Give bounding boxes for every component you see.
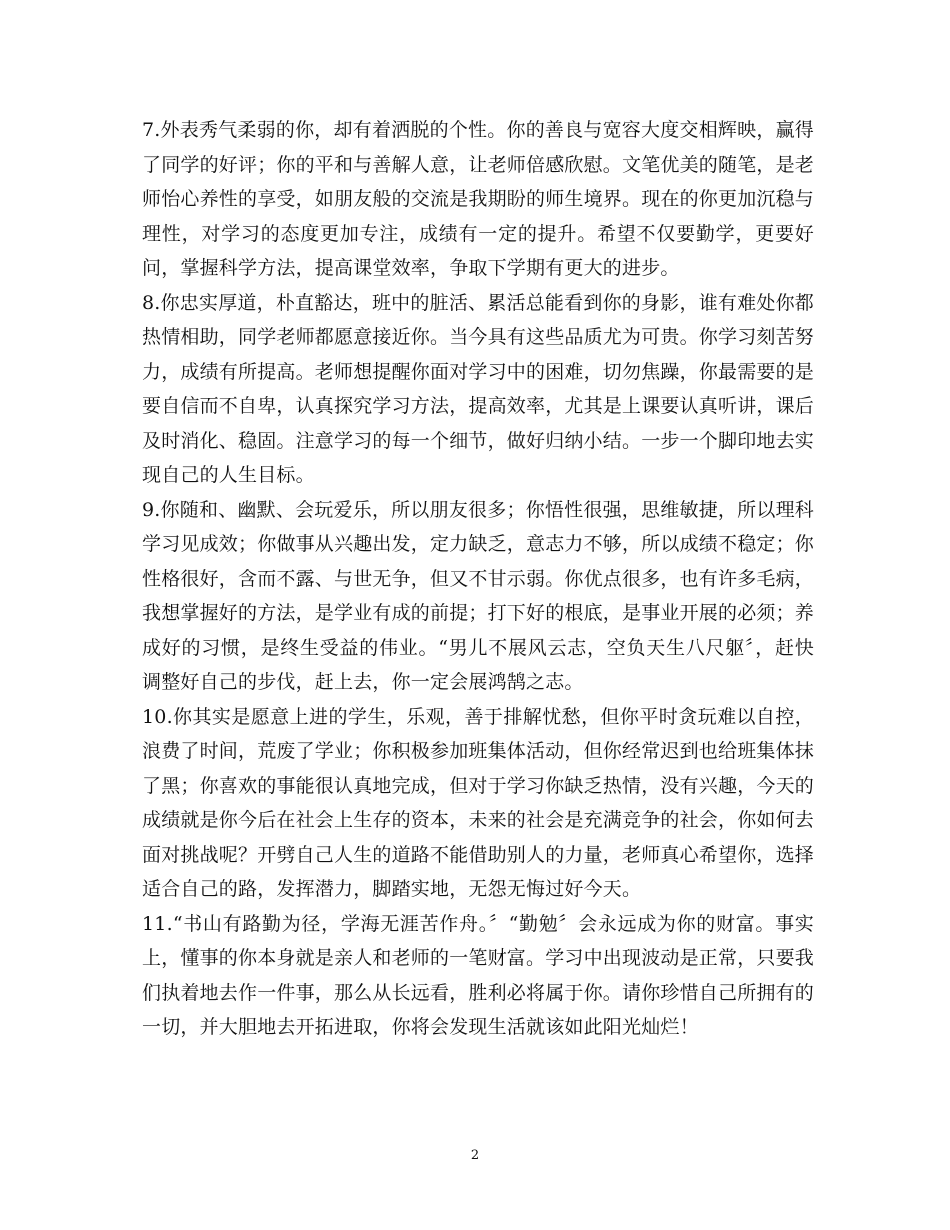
paragraph-7: 7.外表秀气柔弱的你，却有着洒脱的个性。你的善良与宽容大度交相辉映，赢得了同学的好评；你的平和与善解人意，让老师倍感欣慰。文笔优美的随笔，是老师怡心养性的享受，如朋友般的交流是我期盼的师生境界。现在的你更加沉稳与理性，对学习的态度更加专注，成绩有一定的提升。希望不仅要勤学，更要好问，掌握科学方法，提高课堂效率，争取下学期有更大的进步。: [142, 119, 815, 279]
paragraph-10: 10.你其实是愿意上进的学生，乐观，善于排解忧愁，但你平时贪玩难以自控，浪费了时间，荒废了学业；你积极参加班集体活动，但你经常迟到也给班集体抹了黑；你喜欢的事能很认真地完成，但对于学习你缺乏热情，没有兴趣，今天的成绩就是你今后在社会上生存的资本，未来的社会是充满竞争的社会，你如何去面对挑战呢？开劈自己人生的道路不能借助别人的力量，老师真心希望你，选择适合自己的路，发挥潜力，脚踏实地，无怨无悔过好今天。: [142, 705, 815, 900]
paragraph-9: 9.你随和、幽默、会玩爱乐，所以朋友很多；你悟性很强，思维敏捷，所以理科学习见成效；你做事从兴趣出发，定力缺乏，意志力不够，所以成绩不稳定；你性格很好，含而不露、与世无争，但又不甘示弱。你优点很多，也有许多毛病，我想掌握好的方法，是学业有成的前提；打下好的根底，是事业开展的必须；养成好的习惯，是终生受益的伟业。“男儿不展风云志，空负天生八尺躯〞，赶快调整好自己的步伐，赶上去，你一定会展鸿鹄之志。: [142, 498, 815, 693]
paragraph-8: 8.你忠实厚道，朴直豁达，班中的脏活、累活总能看到你的身影，谁有难处你都热情相助，同学老师都愿意接近你。当今具有这些品质尤为可贵。你学习刻苦努力，成绩有所提高。老师想提醒你面对学习中的困难，切勿焦躁，你最需要的是要自信而不自卑，认真探究学习方法，提高效率，尤其是上课要认真听讲，课后及时消化、稳固。注意学习的每一个细节，做好归纳小结。一步一个脚印地去实现自己的人生目标。: [142, 291, 815, 486]
paragraph-11: 11.“书山有路勤为径，学海无涯苦作舟。〞“勤勉〞会永远成为你的财富。事实上，懂事的你本身就是亲人和老师的一笔财富。学习中出现波动是正常，只要我们执着地去作一件事，那么从长远看，胜利必将属于你。请你珍惜自己所拥有的一切，并大胆地去开拓进取，你将会发现生活就该如此阳光灿烂！: [142, 912, 815, 1038]
document-body: [142, 113, 814, 1045]
page-number: 2: [470, 1148, 480, 1163]
